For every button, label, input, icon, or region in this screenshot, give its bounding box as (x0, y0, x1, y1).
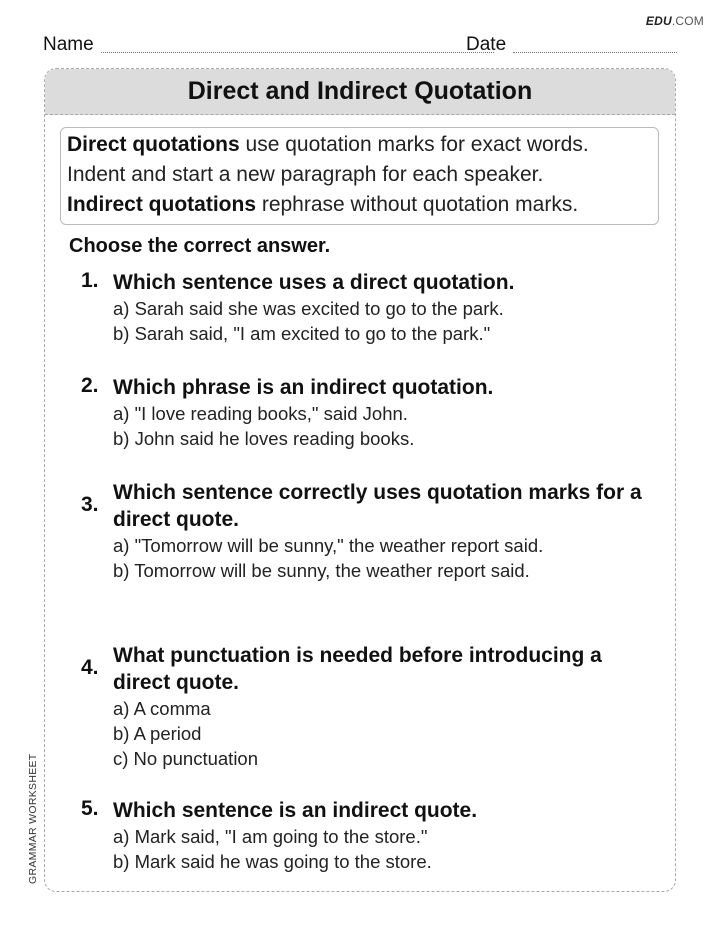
question-text: What punctuation is needed before introducing a direct quote. (113, 644, 602, 694)
rule-line-3 (67, 190, 652, 220)
rule-line-1-text: use quotation marks for exact words. (239, 133, 589, 156)
name-label: Name (43, 34, 94, 55)
worksheet-card (44, 68, 676, 892)
rule-line-3-term: Indirect quotations (67, 193, 256, 216)
question-number: 2. (81, 374, 99, 397)
rule-line-1 (67, 130, 652, 160)
rule-line-1-term: Direct quotations (67, 133, 240, 156)
rule-line-3-text: rephrase without quotation marks. (256, 193, 579, 216)
date-label: Date (466, 34, 507, 55)
name-date-row (43, 34, 677, 56)
answer-option[interactable]: b) Mark said he was going to the store. (113, 851, 432, 872)
question-4 (81, 642, 661, 771)
answer-option[interactable]: b) A period (113, 723, 202, 744)
question-3 (81, 479, 661, 583)
answer-option[interactable]: b) John said he loves reading books. (113, 428, 415, 449)
brand-logo-domain: .COM (671, 14, 704, 28)
question-text: Which phrase is an indirect quotation. (113, 376, 494, 399)
question-number: 5. (81, 797, 99, 820)
answer-option[interactable]: a) Mark said, "I am going to the store." (113, 826, 428, 847)
instructions: Choose the correct answer. (69, 235, 331, 257)
rule-box (60, 127, 659, 225)
name-line (101, 52, 494, 53)
question-number: 3. (81, 493, 99, 516)
side-label: GRAMMAR WORKSHEET (27, 753, 39, 884)
worksheet-title: Direct and Indirect Quotation (45, 69, 675, 115)
question-text: Which sentence correctly uses quotation marks for a direct quote. (113, 481, 642, 531)
rule-line-2: Indent and start a new paragraph for each speaker. (67, 163, 544, 186)
answer-option[interactable]: a) A comma (113, 698, 211, 719)
brand-logo (646, 14, 704, 28)
question-2 (81, 374, 661, 451)
answer-option[interactable]: b) Tomorrow will be sunny, the weather report said. (113, 560, 530, 581)
answer-option[interactable]: a) "Tomorrow will be sunny," the weather report said. (113, 535, 544, 556)
question-number: 1. (81, 269, 99, 292)
question-text: Which sentence is an indirect quote. (113, 799, 478, 822)
answer-option[interactable]: b) Sarah said, "I am excited to go to the park." (113, 323, 491, 344)
question-5 (81, 797, 661, 874)
answer-option[interactable]: a) Sarah said she was excited to go to the park. (113, 298, 504, 319)
brand-logo-bold: EDU (645, 14, 672, 28)
question-text: Which sentence uses a direct quotation. (113, 271, 515, 294)
question-number: 4. (81, 656, 99, 679)
answer-option[interactable]: c) No punctuation (113, 748, 259, 769)
answer-option[interactable]: a) "I love reading books," said John. (113, 403, 408, 424)
question-1 (81, 269, 661, 346)
date-line (513, 52, 677, 53)
